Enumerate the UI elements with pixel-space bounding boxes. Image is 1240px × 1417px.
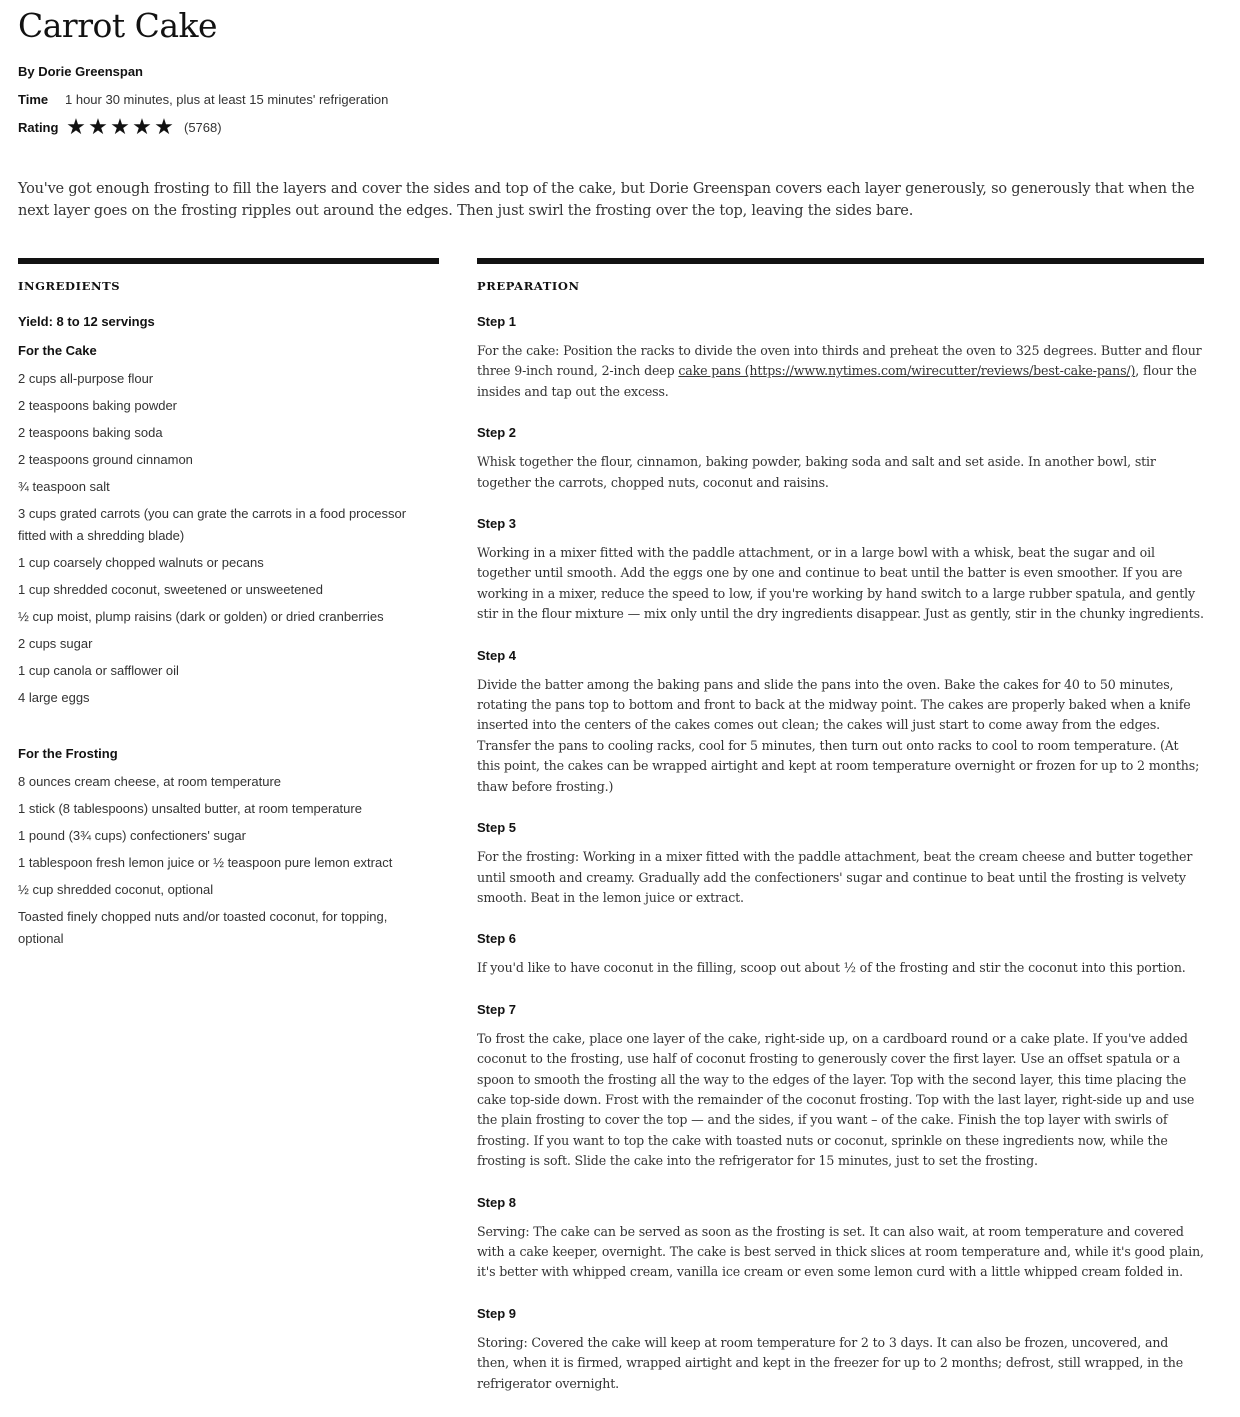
- step-title: Step 9: [477, 1305, 517, 1321]
- step-text: Serving: The cake can be served as soon as the frosting is set. It can also wait, at room temperature and covered with a cake keeper, overnight. The cake is best served in thick slices at room temperature and, while it's good plain, it's better with whipped cream, vanilla ice cream or even some lemon curd with a little whipped cream folded in.: [477, 1223, 1204, 1280]
- preparation-heading: PREPARATION: [477, 279, 580, 293]
- step-1: [477, 314, 1204, 402]
- step-text: For the frosting: Working in a mixer fitted with the paddle attachment, beat the cream cheese and butter together until smooth and creamy. Gradually add the confectioners' sugar and continue to beat until the frosting is velvety smooth. Beat in the lemon juice or extract.: [477, 849, 1193, 905]
- step-5: [477, 820, 1204, 908]
- star-icon[interactable]: ★: [132, 114, 152, 139]
- step-6: [477, 931, 1204, 978]
- preparation-rule: [477, 258, 1204, 264]
- preparation-section: [477, 258, 1204, 1391]
- step-title: Step 8: [477, 1194, 517, 1210]
- step-title: Step 3: [477, 516, 517, 532]
- step-text: Divide the batter among the baking pans and slide the pans into the oven. Bake the cakes for 40 to 50 minutes, rotating the pans top to bottom and front to back at the midway point. The cakes are properly baked when a knife inserted into the centers of the cakes comes out clean; the cakes will just start to come away from the edges. Transfer the pans to cooling racks, cool for 5 minutes, then turn out onto racks to cool to room temperature. (At this point, the cakes can be wrapped airtight and kept at room temperature overnight or frozen for up to 2 months; thaw before frosting.): [477, 676, 1200, 794]
- step-text: Whisk together the flour, cinnamon, baking powder, baking soda and salt and set aside. In another bowl, stir together the carrots, chopped nuts, coconut and raisins.: [477, 454, 1156, 490]
- recipe-intro: You've got enough frosting to fill the layers and cover the sides and top of the cake, but Dorie Greenspan covers each layer generously, so generously that when the next layer goes on the frosting ripples out around the edges. Then just swirl the frosting over the top, leaving the sides bare.: [18, 181, 1195, 219]
- rating-row: [18, 116, 222, 138]
- ingredient-item: ¾ teaspoon salt: [18, 479, 110, 494]
- star-icon[interactable]: ★: [110, 114, 130, 139]
- ingredient-item: 2 cups all-purpose flour: [18, 371, 154, 386]
- star-icon[interactable]: ★: [66, 114, 86, 139]
- ingredients-rule: [18, 258, 439, 264]
- ingredient-item: 1 tablespoon fresh lemon juice or ½ teaspoon pure lemon extract: [18, 855, 393, 870]
- step-text-after: , flour the insides and tap out the excess.: [477, 363, 1197, 399]
- step-text: To frost the cake, place one layer of the cake, right-side up, on a cardboard round or a cake plate. If you've added coconut to the frosting, use half of coconut frosting to generously cover the first layer. Use an offset spatula or a spoon to smooth the frosting all the way to the edges of the layer. Top with the second layer, this time placing the cake top-side down. Frost with the remainder of the coconut frosting. Top with the last layer, right-side up and use the plain frosting to cover the top — and the sides, if you want – of the cake. Finish the top layer with swirls of frosting. If you want to top the cake with toasted nuts or coconut, sprinkle on these ingredients now, while the frosting is soft. Slide the cake into the refrigerator for 15 minutes, just to set the frosting.: [477, 1030, 1195, 1169]
- step-list: [477, 314, 1204, 1417]
- step-2: [477, 425, 1204, 493]
- ingredient-item: 1 cup shredded coconut, sweetened or unsweetened: [18, 582, 323, 597]
- rating-stars[interactable]: [65, 116, 175, 138]
- ingredients-section: [18, 258, 439, 946]
- ingredient-item: 4 large eggs: [18, 690, 90, 705]
- cake-pans-link[interactable]: cake pans (https://www.nytimes.com/wirecutter/reviews/best-cake-pans/): [678, 363, 1136, 379]
- ingredient-item: 2 teaspoons baking soda: [18, 425, 163, 440]
- ingredient-item: 1 cup canola or safflower oil: [18, 663, 179, 678]
- ingredient-item: ½ cup moist, plump raisins (dark or golden) or dried cranberries: [18, 609, 384, 624]
- cake-group-title: For the Cake: [18, 343, 97, 358]
- ingredients-heading: INGREDIENTS: [18, 279, 121, 293]
- cake-ingredient-list: [18, 368, 428, 714]
- step-title: Step 6: [477, 931, 517, 947]
- star-icon[interactable]: ★: [154, 114, 174, 139]
- ingredient-item: 8 ounces cream cheese, at room temperature: [18, 774, 282, 789]
- ingredient-item: 1 stick (8 tablespoons) unsalted butter, at room temperature: [18, 801, 362, 816]
- step-title: Step 4: [477, 647, 517, 663]
- step-title: Step 1: [477, 314, 517, 329]
- ingredient-item: 1 cup coarsely chopped walnuts or pecans: [18, 555, 264, 570]
- step-title: Step 7: [477, 1001, 517, 1017]
- frosting-group-title: For the Frosting: [18, 746, 118, 761]
- ingredient-item: 2 teaspoons ground cinnamon: [18, 452, 193, 467]
- yield: Yield: 8 to 12 servings: [18, 314, 155, 329]
- ingredient-item: 1 pound (3¾ cups) confectioners' sugar: [18, 828, 246, 843]
- step-text: Storing: Covered the cake will keep at room temperature for 2 to 3 days. It can also be frozen, uncovered, and then, when it is firmed, wrapped airtight and kept in the freezer for up to 2 months; defrost, still wrapped, in the refrigerator overnight.: [477, 1334, 1184, 1391]
- frosting-ingredient-list: [18, 771, 428, 955]
- rating-count: (5768): [184, 119, 222, 135]
- step-title: Step 2: [477, 425, 517, 441]
- step-text: Working in a mixer fitted with the paddle attachment, or in a large bowl with a whisk, beat the sugar and oil together until smooth. Add the eggs one by one and continue to beat until the batter is even smoother. If you are working in a mixer, reduce the speed to low, if you're working by hand switch to a large rubber spatula, and gently stir in the flour mixture — mix only until the dry ingredients disappear. Just as gently, stir in the chunky ingredients.: [477, 545, 1204, 622]
- step-3: [477, 516, 1204, 625]
- step-text-before: For the cake: Position the racks to divide the oven into thirds and preheat the oven to 325 degrees. Butter and flour three 9-inch round, 2-inch deep: [477, 343, 1202, 379]
- ingredient-item: Toasted finely chopped nuts and/or toasted coconut, for topping, optional: [18, 909, 388, 946]
- star-icon[interactable]: ★: [88, 114, 108, 139]
- time-row: [18, 92, 388, 107]
- ingredient-item: 2 cups sugar: [18, 636, 93, 651]
- step-text: If you'd like to have coconut in the filling, scoop out about ½ of the frosting and stir the coconut into this portion.: [477, 960, 1186, 976]
- recipe-byline[interactable]: By Dorie Greenspan: [18, 64, 143, 79]
- step-text: [477, 341, 1204, 402]
- step-4: [477, 648, 1204, 797]
- ingredient-item: ½ cup shredded coconut, optional: [18, 882, 214, 897]
- time-label: Time: [18, 92, 49, 107]
- step-7: [477, 1002, 1204, 1172]
- step-title: Step 5: [477, 820, 517, 836]
- step-8: [477, 1195, 1204, 1283]
- rating-label: Rating: [18, 119, 59, 135]
- ingredient-item: 3 cups grated carrots (you can grate the carrots in a food processor fitted with a shredding blade): [18, 506, 407, 543]
- time-value: 1 hour 30 minutes, plus at least 15 minutes' refrigeration: [65, 92, 389, 107]
- ingredient-item: 2 teaspoons baking powder: [18, 398, 178, 413]
- recipe-title: Carrot Cake: [18, 6, 218, 45]
